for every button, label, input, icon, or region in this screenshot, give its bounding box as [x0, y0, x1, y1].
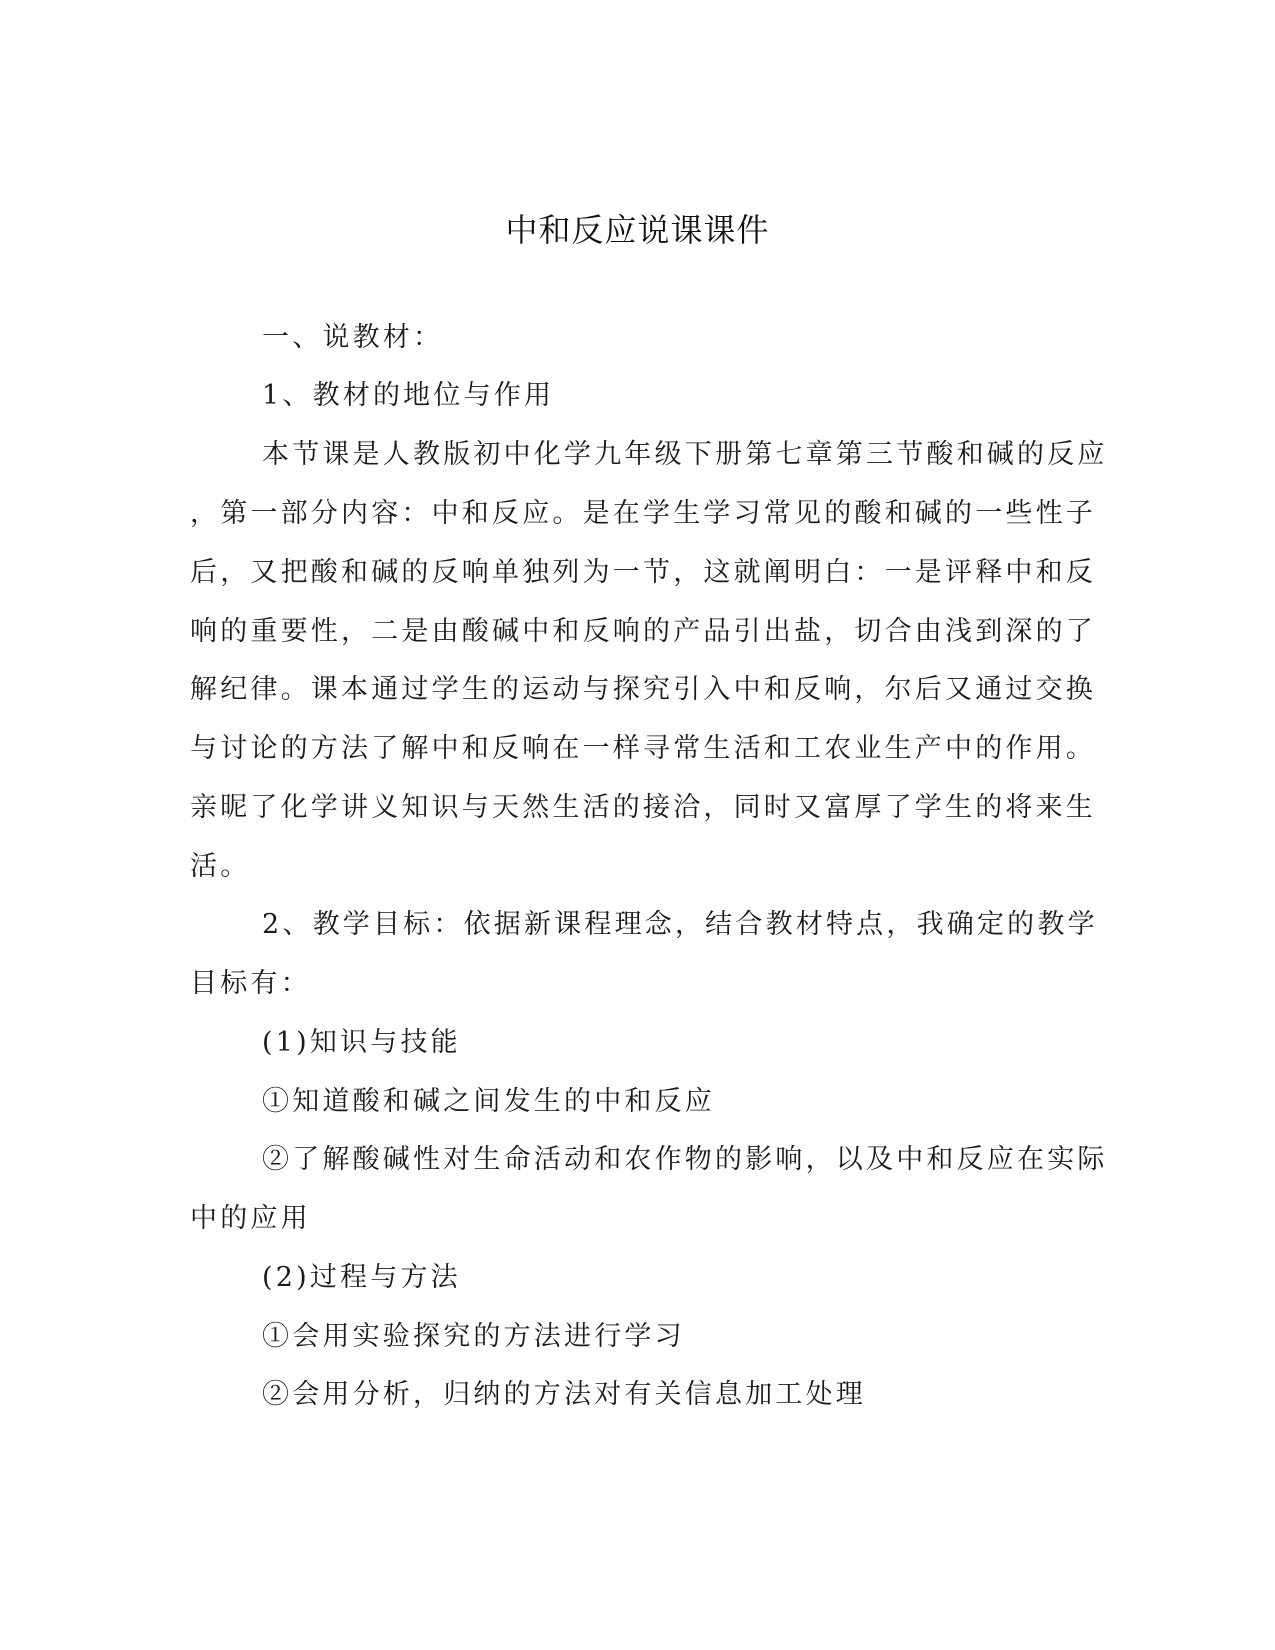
list-heading: (1)知识与技能: [262, 1027, 461, 1058]
paragraph-line: 响的重要性，二是由酸碱中和反响的产品引出盐，切合由浅到深的了: [190, 616, 1096, 647]
paragraph-line: 本节课是人教版初中化学九年级下册第七章第三节酸和碱的反应: [262, 439, 1108, 470]
section-heading: 一、说教材：: [262, 322, 444, 353]
paragraph-line: ，第一部分内容：中和反应。是在学生学习常见的酸和碱的一些性子: [190, 498, 1096, 529]
list-item: ②会用分析，归纳的方法对有关信息加工处理: [262, 1379, 866, 1410]
list-item: ①知道酸和碱之间发生的中和反应: [262, 1086, 715, 1117]
paragraph-line: 与讨论的方法了解中和反响在一样寻常生活和工农业生产中的作用。: [190, 733, 1096, 764]
list-item: ②了解酸碱性对生命活动和农作物的影响，以及中和反应在实际: [262, 1144, 1108, 1175]
paragraph-line: 后，又把酸和碱的反响单独列为一节，这就阐明白：一是评释中和反: [190, 557, 1096, 588]
paragraph-line: 目标有：: [190, 968, 311, 999]
document-title: 中和反应说课课件: [505, 211, 770, 249]
subsection-heading: 2、教学目标：依据新课程理念，结合教材特点，我确定的教学: [262, 909, 1098, 940]
list-item-continuation: 中的应用: [190, 1203, 311, 1234]
paragraph-line: 亲昵了化学讲义知识与天然生活的接洽，同时又富厚了学生的将来生: [190, 792, 1096, 823]
paragraph-line: 解纪律。课本通过学生的运动与探究引入中和反响，尔后又通过交换: [190, 674, 1096, 705]
list-item: ①会用实验探究的方法进行学习: [262, 1321, 685, 1352]
paragraph-line: 活。: [190, 851, 251, 882]
subsection-heading: 1、教材的地位与作用: [262, 380, 555, 411]
list-heading: (2)过程与方法: [262, 1262, 461, 1293]
